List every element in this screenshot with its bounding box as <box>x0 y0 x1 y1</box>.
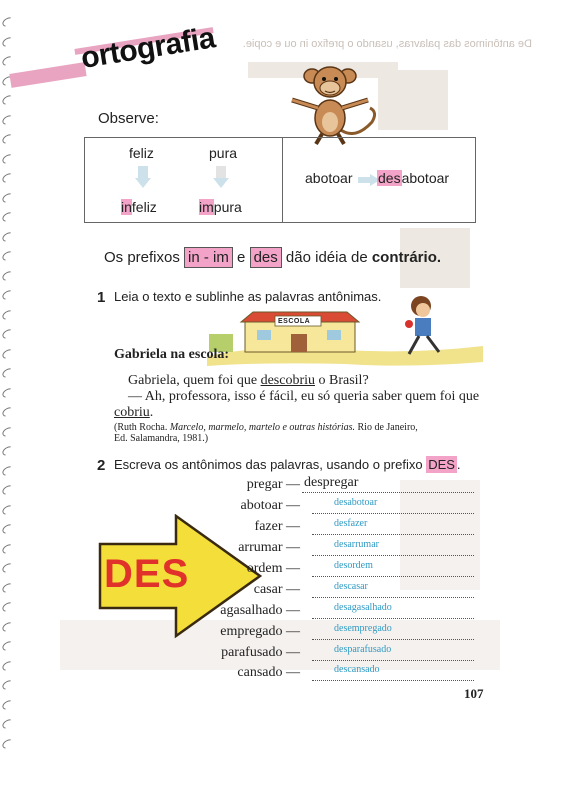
story-line <box>114 405 153 421</box>
antonym-answer: desabotoar <box>334 497 378 508</box>
citation-text: Rio de Janeiro, <box>355 422 418 433</box>
spiral-ring <box>1 386 15 399</box>
spiral-ring <box>1 94 15 107</box>
school-sign: ESCOLA <box>278 318 311 325</box>
answer-line[interactable] <box>312 617 474 619</box>
spiral-ring <box>1 464 15 477</box>
underlined-word: descobriu <box>260 373 315 388</box>
page-number: 107 <box>464 686 484 701</box>
rule-text: Os prefixos <box>104 249 180 266</box>
antonym-answer: desordem <box>334 560 373 571</box>
word-stem: pura <box>213 199 242 215</box>
spiral-ring <box>1 172 15 185</box>
spiral-ring <box>1 601 15 614</box>
spiral-ring <box>1 698 15 711</box>
antonym-base-word: cansado — <box>237 665 300 680</box>
answer-line[interactable] <box>302 491 474 493</box>
spiral-ring <box>1 367 15 380</box>
citation: Ed. Salamandra, 1981.) <box>114 433 209 444</box>
spiral-ring <box>1 542 15 555</box>
prefix-box: in - im <box>184 247 233 268</box>
derived-word <box>377 170 449 186</box>
story-line: — Ah, professora, isso é fácil, eu só queria saber quem foi que <box>128 389 480 404</box>
spiral-ring <box>1 679 15 692</box>
citation-book: Marcelo, marmelo, martelo e outras histórias. <box>169 422 356 433</box>
spiral-ring <box>1 659 15 672</box>
derived-word <box>121 199 157 215</box>
des-arrow-label: DES <box>104 552 190 596</box>
answer-line[interactable] <box>312 659 474 661</box>
antonym-base-word: empregado — <box>220 624 300 639</box>
prefix-highlight: im <box>199 199 214 215</box>
spiral-ring <box>1 230 15 243</box>
spiral-ring <box>1 347 15 360</box>
story-text: . <box>149 405 154 420</box>
answer-line[interactable] <box>312 575 474 577</box>
arrow-down-icon <box>213 166 229 188</box>
prefix-highlight: in <box>121 199 132 215</box>
antonym-base-word: agasalhado — <box>220 603 300 618</box>
antonym-base-word: ordem — <box>246 561 300 576</box>
exercise-instruction: Leia o texto e sublinhe as palavras antônimas. <box>114 289 382 304</box>
antonym-answer: desparafusado <box>334 644 392 655</box>
spiral-ring <box>1 269 15 282</box>
table-divider <box>282 138 283 222</box>
spiral-ring <box>1 133 15 146</box>
prefix-highlight: DES <box>428 457 455 472</box>
citation <box>114 422 418 433</box>
rule-keyword: contrário <box>371 249 437 266</box>
spiral-ring <box>1 55 15 68</box>
spiral-ring <box>1 445 15 458</box>
spiral-ring <box>1 35 15 48</box>
rule-period: . <box>436 249 442 266</box>
exercise-number: 2 <box>97 457 106 474</box>
spiral-ring <box>1 562 15 575</box>
story-title: Gabriela na escola: <box>114 347 230 362</box>
answer-line[interactable] <box>312 554 474 556</box>
antonym-base-word: abotoar — <box>240 498 300 513</box>
spiral-ring <box>1 640 15 653</box>
spiral-ring <box>1 16 15 29</box>
page-title: ortografia <box>78 21 218 76</box>
derived-word <box>199 199 242 215</box>
background-ghost-block <box>378 70 448 130</box>
spiral-ring <box>1 718 15 731</box>
title-bar <box>9 62 86 88</box>
instruction-period: . <box>456 457 461 472</box>
answer-line[interactable] <box>312 533 474 535</box>
spiral-ring <box>1 250 15 263</box>
exercise-number: 1 <box>97 289 106 306</box>
rule-text: dão idéia de <box>285 249 368 266</box>
antonym-answer: desagasalhado <box>334 602 392 613</box>
spiral-ring <box>1 523 15 536</box>
word-stem: feliz <box>131 199 157 215</box>
base-word: abotoar <box>305 170 353 186</box>
story-text: Gabriela, quem foi que <box>128 373 261 388</box>
spiral-ring <box>1 308 15 321</box>
base-word: pura <box>209 145 238 161</box>
spiral-ring <box>1 152 15 165</box>
underlined-word: cobriu <box>114 405 150 420</box>
observe-label: Observe: <box>98 110 159 127</box>
spiral-ring <box>1 328 15 341</box>
antonym-base-word: pregar — <box>246 477 300 492</box>
antonym-answer: despregar <box>304 475 359 490</box>
rule-text: e <box>237 249 246 266</box>
instruction-text: Escreva os antônimos das palavras, usando o prefixo <box>114 457 423 472</box>
prefix-box: des <box>250 247 282 268</box>
spiral-ring <box>1 406 15 419</box>
school-illustration <box>205 292 485 370</box>
spiral-ring <box>1 211 15 224</box>
antonym-answer: desarrumar <box>334 539 379 550</box>
answer-line[interactable] <box>312 596 474 598</box>
antonym-answer: descansado <box>334 664 380 675</box>
story-line <box>128 373 369 389</box>
spiral-ring <box>1 484 15 497</box>
prefix-highlight: des <box>378 170 401 186</box>
antonym-answer: descasar <box>334 581 368 592</box>
answer-line[interactable] <box>312 679 474 681</box>
background-ghost-block <box>400 480 480 590</box>
base-word: feliz <box>129 145 154 161</box>
spiral-ring <box>1 503 15 516</box>
story-text: o Brasil? <box>315 373 369 388</box>
exercise-instruction <box>114 457 461 472</box>
mirrored-instruction: De antônimos das palavras, usando o prefixo in ou e copie. <box>242 38 532 50</box>
spiral-ring <box>1 425 15 438</box>
spiral-ring <box>1 737 15 750</box>
spiral-ring <box>1 620 15 633</box>
spiral-ring <box>1 289 15 302</box>
prefix-rule <box>104 249 441 266</box>
antonym-base-word: parafusado — <box>221 645 300 660</box>
citation-text: (Ruth Rocha. <box>114 422 170 433</box>
observe-table <box>84 137 476 223</box>
answer-line[interactable] <box>312 638 474 640</box>
spiral-ring <box>1 113 15 126</box>
monkey-illustration <box>282 52 382 148</box>
word-stem: abotoar <box>401 170 450 186</box>
spiral-ring <box>1 581 15 594</box>
antonym-answer: desempregado <box>334 623 392 634</box>
spiral-ring <box>1 191 15 204</box>
antonym-base-word: fazer — <box>254 519 300 534</box>
antonym-base-word: casar — <box>253 582 300 597</box>
arrow-down-icon <box>135 166 151 188</box>
answer-line[interactable] <box>312 512 474 514</box>
spiral-binding <box>0 0 14 740</box>
antonym-answer: desfazer <box>334 518 368 529</box>
antonym-base-word: arrumar — <box>238 540 300 555</box>
